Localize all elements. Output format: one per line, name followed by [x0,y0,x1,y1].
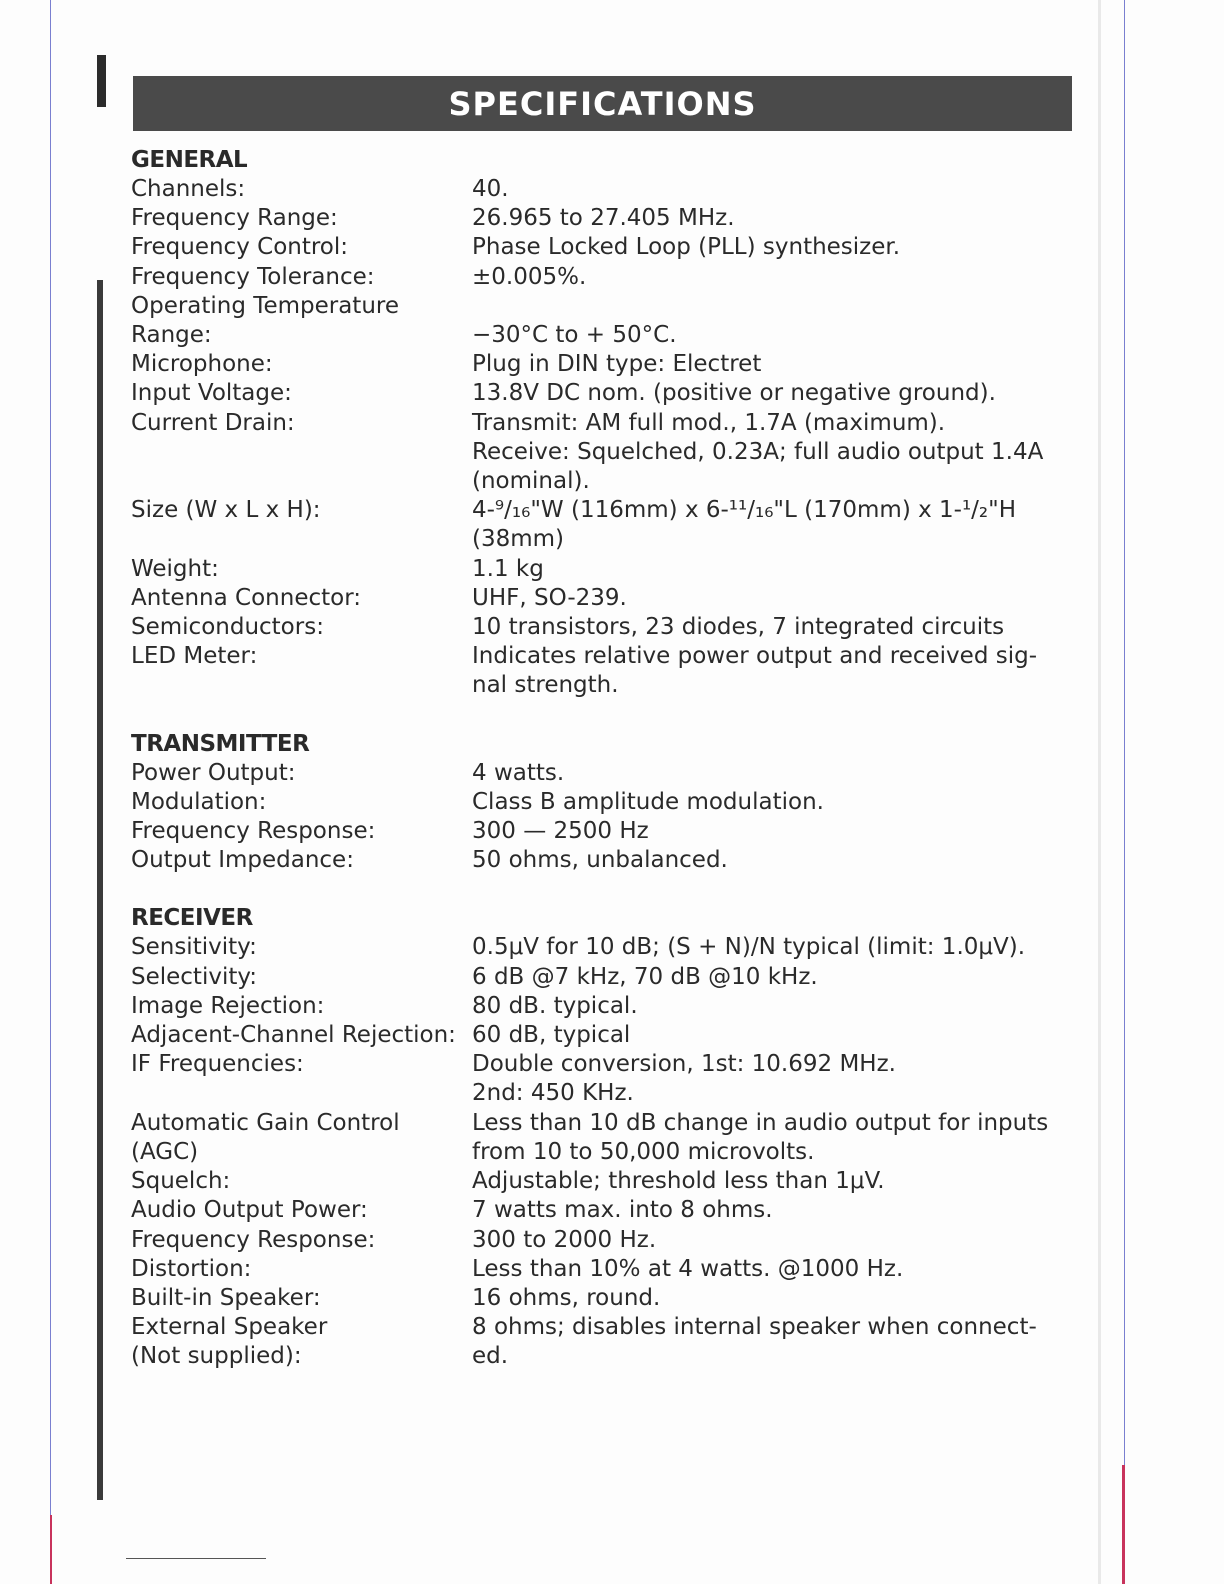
spec-value: 8 ohms; disables internal speaker when connect- ed. [472,1314,1037,1370]
spec-label: Adjacent-Channel Rejection: [131,1022,456,1049]
spec-label: Current Drain: [131,409,295,436]
spec-value: 13.8V DC nom. (positive or negative ground). [472,380,996,407]
spec-label: Size (W x L x H): [131,497,321,524]
spec-label: Frequency Response: [131,818,376,845]
spec-row [131,496,1076,554]
spec-value: 4 watts. [472,759,565,786]
spec-value: −30°C to + 50°C. [472,322,677,349]
spec-row [131,204,1076,233]
spec-value: 4-⁹/₁₆"W (116mm) x 6-¹¹/₁₆"L (170mm) x 1-¹/₂"H (38mm) [472,497,1017,553]
spec-value: Phase Locked Loop (PLL) synthesizer. [472,234,901,261]
spec-label: Microphone: [131,351,273,378]
spec-value: UHF, SO-239. [472,584,627,611]
section-transmitter [131,729,1076,876]
spec-value: 7 watts max. into 8 ohms. [472,1197,773,1224]
spec-label: Antenna Connector: [131,584,362,611]
spec-label: LED Meter: [131,643,258,670]
spec-value: Less than 10 dB change in audio output for inputs from 10 to 50,000 microvolts. [472,1109,1049,1165]
spec-value: 10 transistors, 23 diodes, 7 integrated circuits [472,614,1005,641]
spec-row [131,292,1076,350]
spec-value: 300 — 2500 Hz [472,818,649,845]
spec-row [131,1255,1076,1284]
spec-value: 1.1 kg [472,555,544,582]
spec-label: Semiconductors: [131,614,324,641]
footnote-rule [126,1558,266,1559]
spec-row [131,263,1076,292]
spec-label: Frequency Range: [131,205,338,232]
spec-row [131,1167,1076,1196]
spec-row [131,1226,1076,1255]
margin-line-left [50,0,51,1584]
section-general [131,145,1076,701]
spec-label: IF Frequencies: [131,1051,304,1078]
spec-label: Selectivity: [131,963,258,990]
spec-value: 26.965 to 27.405 MHz. [472,205,735,232]
spec-value: 60 dB, typical [472,1022,631,1049]
spec-label: Channels: [131,176,246,202]
section-receiver [131,903,1076,1371]
spec-value: Double conversion, 1st: 10.692 MHz. 2nd: 450 KHz. [472,1051,896,1107]
section-heading: RECEIVER [131,905,253,932]
spec-label: Output Impedance: [131,847,354,874]
spec-value: Plug in DIN type: Electret [472,351,762,378]
spec-value: 16 ohms, round. [472,1284,661,1311]
spec-row [131,1109,1076,1167]
spec-row [131,175,1076,204]
spec-label: External Speaker (Not supplied): [131,1314,328,1370]
spec-label: Weight: [131,555,219,582]
spec-row [131,555,1076,584]
spec-row [131,1313,1076,1371]
spec-row [131,1284,1076,1313]
spec-row [131,1196,1076,1225]
spec-label: Modulation: [131,788,267,815]
spec-label: Power Output: [131,759,296,786]
spec-label: Frequency Response: [131,1226,376,1253]
spec-row [131,1021,1076,1050]
spec-row [131,1050,1076,1108]
spec-label: Audio Output Power: [131,1197,368,1224]
spec-label: Squelch: [131,1168,231,1195]
spec-value: Adjustable; threshold less than 1μV. [472,1168,885,1195]
spec-value: Less than 10% at 4 watts. @1000 Hz. [472,1255,904,1282]
spec-label: Distortion: [131,1255,252,1282]
spec-row [131,817,1076,846]
spec-row [131,992,1076,1021]
spec-label: Frequency Tolerance: [131,263,375,290]
spec-row [131,933,1076,962]
spec-row [131,642,1076,700]
page-edge [1098,0,1101,1584]
spec-value: 40. [472,176,509,202]
spec-label: Input Voltage: [131,380,292,407]
spec-value: 0.5μV for 10 dB; (S + N)/N typical (limit: 1.0μV). [472,934,1026,961]
spec-row [131,350,1076,379]
spec-value: 80 dB. typical. [472,992,638,1019]
spec-label: Sensitivity: [131,934,257,961]
scan-mark-side [97,280,103,1500]
section-heading: TRANSMITTER [131,730,310,757]
spec-label: Image Rejection: [131,992,325,1019]
spec-row [131,788,1076,817]
spec-value: Transmit: AM full mod., 1.7A (maximum). Receive: Squelched, 0.23A; full audio output 1.4A (nominal). [472,409,1044,495]
spec-label: Automatic Gain Control (AGC) [131,1109,400,1165]
spec-value: Indicates relative power output and received sig- nal strength. [472,643,1038,699]
spec-row [131,584,1076,613]
spec-row [131,613,1076,642]
spec-label: Built-in Speaker: [131,1284,321,1311]
red-margin-mark-left [50,1515,52,1584]
spec-value: 50 ohms, unbalanced. [472,847,728,874]
spec-row [131,846,1076,875]
spec-value: Class B amplitude modulation. [472,788,824,815]
margin-line-right [1124,0,1125,1584]
spec-label: Frequency Control: [131,234,349,261]
spec-value: 6 dB @7 kHz, 70 dB @10 kHz. [472,963,818,990]
page-title: SPECIFICATIONS [448,84,757,123]
spec-value: 300 to 2000 Hz. [472,1226,657,1253]
red-margin-mark-right [1122,1465,1125,1584]
spec-value: ±0.005%. [472,263,587,290]
spec-label: Operating Temperature Range: [131,292,399,349]
spec-row [131,409,1076,497]
spec-row [131,759,1076,788]
spec-row [131,379,1076,408]
spec-row [131,963,1076,992]
scan-mark-top [97,55,106,107]
spec-row [131,233,1076,262]
spec-content [131,145,1076,1372]
section-heading: GENERAL [131,147,248,173]
title-banner [133,76,1072,131]
